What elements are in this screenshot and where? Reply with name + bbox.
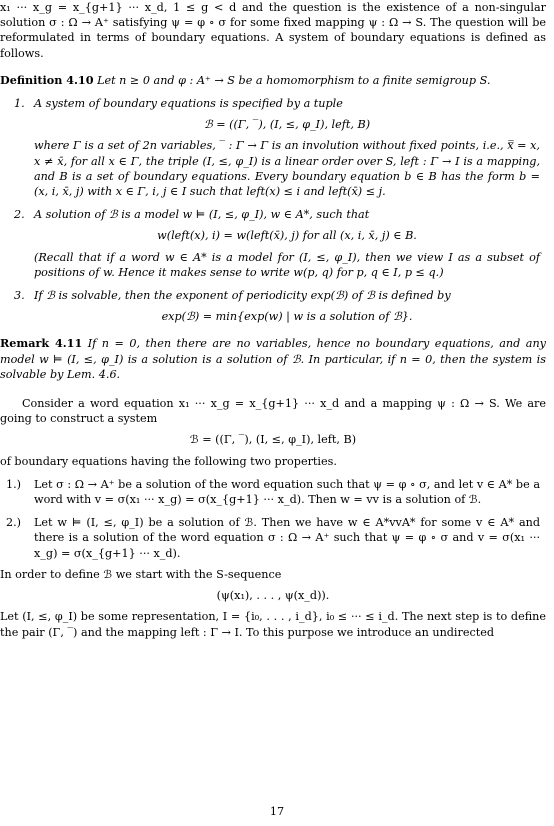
body-paragraph-3: In order to define ℬ we start with the S-sequence bbox=[0, 567, 282, 581]
item-number: 3. bbox=[14, 289, 25, 303]
remark-paragraph bbox=[0, 336, 546, 382]
item-text-a: A solution of ℬ is a model w ⊨ (I, ≤, φ_I), w ∈ A*, such that bbox=[34, 208, 370, 222]
definition-label: Definition 4.10 bbox=[0, 72, 94, 87]
item-display-equation: ℬ = ((Γ, ‾), (I, ≤, φ_I), left, B) bbox=[203, 118, 371, 132]
body-paragraph-4: Let (I, ≤, φ_I) be some representation, I = {i₀, . . . , i_d}, i₀ ≤ ··· ≤ i_d. The next step is to define the pair (Γ, ‾) and the mapping left : Γ → I. To this purpose we introduce an undirected bbox=[0, 610, 546, 639]
property-number: 1.) bbox=[6, 477, 22, 491]
item-number: 1. bbox=[14, 97, 25, 111]
property-number: 2.) bbox=[6, 516, 22, 530]
property-text: Let w ⊨ (I, ≤, φ_I) be a solution of ℬ. Then we have w ∈ A*vvA* for some v ∈ A* and there is a solution of the word equation σ : Ω → A⁺ such that ψ = φ ∘ σ and v = σ(x₁ ··· x_g) = σ(x_{g+1} ··· x_d). bbox=[34, 516, 540, 560]
definition-item-1 bbox=[14, 96, 540, 199]
item-text-a: A system of boundary equations is specified by a tuple bbox=[34, 97, 343, 111]
page-number: 17 bbox=[269, 805, 285, 818]
property-item-2 bbox=[6, 515, 540, 561]
definition-head-text: Let n ≥ 0 and φ : A⁺ → S be a homomorphism to a finite semigroup S. bbox=[97, 73, 491, 87]
remark-label: Remark 4.11 bbox=[0, 336, 83, 351]
definition-item-2 bbox=[14, 207, 540, 280]
item-text-a: If ℬ is solvable, then the exponent of periodicity exp(ℬ) of ℬ is defined by bbox=[34, 289, 451, 303]
definition-heading bbox=[0, 73, 546, 88]
intro-paragraph: x₁ ··· x_g = x_{g+1} ··· x_d, 1 ≤ g < d and the question is the existence of a non-singular solution σ : Ω → A⁺ satisfying ψ = φ ∘ σ for some fixed mapping ψ : Ω → S. The question will be reformulated in terms of boundary equations. A system of boundary equations is defined as follows. bbox=[0, 1, 546, 60]
definition-item-3 bbox=[14, 288, 540, 324]
body-paragraph-2: of boundary equations having the following two properties. bbox=[0, 454, 337, 468]
item-display-equation: w(left(x), i) = w(left(x̄), j) for all (x, i, x̄, j) ∈ B. bbox=[157, 229, 417, 243]
body-display-equation-2: (ψ(x₁), . . . , ψ(x_d)). bbox=[216, 589, 330, 603]
property-item-1 bbox=[6, 477, 540, 507]
item-display-equation: exp(ℬ) = min{exp(w) | w is a solution of ℬ}. bbox=[161, 310, 413, 324]
property-text: Let σ : Ω → A⁺ be a solution of the word equation such that ψ = φ ∘ σ, and let v ∈ A* be a word with v = σ(x₁ ··· x_g) = σ(x_{g+1} ··· x_d). Then w = vv is a solution of ℬ. bbox=[34, 477, 540, 507]
item-number: 2. bbox=[14, 208, 25, 222]
body-display-equation-1: ℬ = ((Γ, ‾), (I, ≤, φ_I), left, B) bbox=[189, 433, 357, 447]
item-text-b: where Γ is a set of 2n variables, ‾ : Γ → Γ is an involution without fixed points, i.e., x̿ = x, x ≠ x̄, for all x ∈ Γ, the triple (I, ≤, φ_I) is a linear order over S, left : Γ → I is a mapping, and B is a set of boundary equations. Every boundary equation b ∈ B has the form b = (x, i, x̄, j) with x ∈ Γ, i, j ∈ I such that left(x) ≤ i and left(x̄) ≤ j. bbox=[34, 139, 540, 199]
remark-text: If n = 0, then there are no variables, hence no boundary equations, and any model w ⊨ (I, ≤, φ_I) is a solution is a solution of ℬ. In particular, if n = 0, then the system is solvable by Lem. 4.6. bbox=[0, 337, 546, 381]
item-text-b: (Recall that if a word w ∈ A* is a model for (I, ≤, φ_I), then we view I as a subset of positions of w. Hence it makes sense to write w(p, q) for p, q ∈ I, p ≤ q.) bbox=[34, 250, 540, 279]
body-paragraph-1: Consider a word equation x₁ ··· x_g = x_{g+1} ··· x_d and a mapping ψ : Ω → S. We are going to construct a system bbox=[0, 397, 546, 426]
